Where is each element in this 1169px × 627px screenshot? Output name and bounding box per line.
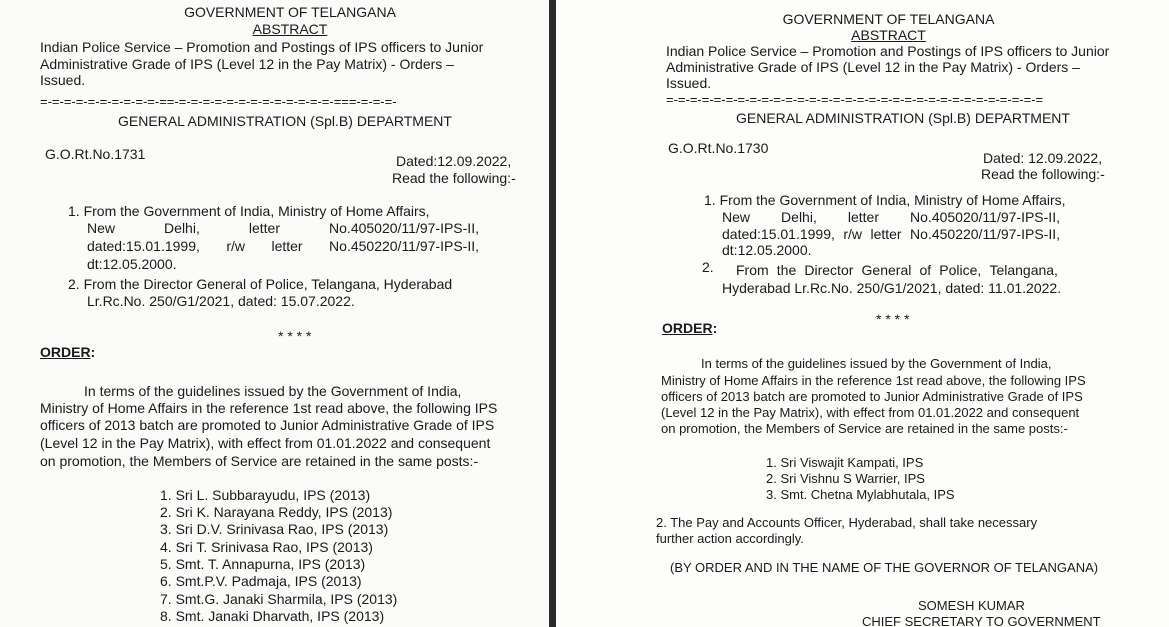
- order-heading: [40, 344, 95, 360]
- ref-word: No.450220/11/97-IPS-II,: [910, 226, 1060, 242]
- department-heading: GENERAL ADMINISTRATION (Spl.B) DEPARTMENT: [118, 113, 452, 129]
- ref-word: r/w: [843, 226, 863, 242]
- reference-1-line-4: dt:12.05.2000.: [87, 256, 177, 272]
- read-following: Read the following:-: [392, 170, 516, 186]
- order-para-line-2: Ministry of Home Affairs in the reference 1st read above, the following IPS: [661, 373, 1086, 388]
- ref-word: letter: [870, 226, 902, 242]
- go-number: G.O.Rt.No.1731: [45, 146, 146, 162]
- order-para-line-1: In terms of the guidelines issued by the Government of India,: [84, 383, 462, 399]
- officer-list-item: 6. Smt.P.V. Padmaja, IPS (2013): [160, 573, 362, 589]
- abstract-heading: ABSTRACT: [851, 27, 926, 43]
- separator-line: =-=-=-=-=-=-=-=-=-=-=-=-=-=-=-=-=-=-=-=-=-=-=-=-=-=-=-=-=-=-=-=: [666, 92, 1044, 107]
- reference-1-line-2: [722, 209, 1060, 225]
- reference-2-line-1: 2. From the Director General of Police, Telangana, Hyderabad: [68, 276, 453, 292]
- ref-word: Police,: [939, 262, 982, 278]
- subject-line-1: Indian Police Service – Promotion and Postings of IPS officers to Junior: [40, 39, 484, 55]
- reference-2-line-2: Lr.Rc.No. 250/G1/2021, dated: 15.07.2022.: [87, 293, 355, 309]
- subject-line-3: Issued.: [40, 72, 86, 88]
- right-document-page: [556, 0, 1169, 627]
- order-para-line-5: on promotion, the Members of Service are retained in the same posts:-: [661, 421, 1068, 436]
- officer-list-item: 7. Smt.G. Janaki Sharmila, IPS (2013): [160, 591, 398, 607]
- ref-word: dated:15.01.1999,: [722, 226, 835, 242]
- abstract-heading: ABSTRACT: [252, 21, 328, 37]
- ref-word: No.405020/11/97-IPS-II,: [329, 220, 479, 236]
- signatory-name: SOMESH KUMAR: [918, 598, 1025, 613]
- reference-1-line-4: dt:12.05.2000.: [722, 242, 812, 258]
- ref-word: the: [776, 262, 797, 278]
- order-para-line-3: officers of 2013 batch are promoted to Junior Administrative Grade of IPS: [40, 417, 495, 433]
- para2-line-2: further action accordingly.: [656, 531, 804, 546]
- order-colon: :: [712, 320, 718, 336]
- order-label: ORDER: [662, 320, 713, 336]
- ref-word: Director: [804, 262, 854, 278]
- read-following: Read the following:-: [981, 166, 1105, 182]
- order-label: ORDER: [40, 344, 91, 360]
- order-para-line-4: (Level 12 in the Pay Matrix), with effect from 01.01.2022 and consequent: [661, 405, 1080, 420]
- govt-heading: GOVERNMENT OF TELANGANA: [782, 11, 995, 27]
- ref-word: Telangana,: [989, 262, 1058, 278]
- order-para-line-1: In terms of the guidelines issued by the Government of India,: [701, 356, 1052, 371]
- ref-word: New: [87, 220, 116, 236]
- go-date: Dated:12.09.2022,: [396, 153, 512, 169]
- ref-word: letter: [847, 209, 879, 225]
- reference-2-number: 2.: [702, 259, 714, 275]
- subject-line-3: Issued.: [666, 75, 712, 91]
- ref-word: Delhi,: [781, 209, 817, 225]
- order-para-line-2: Ministry of Home Affairs in the reference 1st read above, the following IPS: [40, 400, 498, 416]
- para2-line-1: 2. The Pay and Accounts Officer, Hyderabad, shall take necessary: [656, 515, 1038, 530]
- ref-word: No.450220/11/97-IPS-II,: [329, 238, 479, 254]
- officer-list-item: 2. Sri Vishnu S Warrier, IPS: [766, 471, 925, 486]
- go-number: G.O.Rt.No.1730: [668, 140, 769, 156]
- reference-1-line-3: [87, 238, 479, 254]
- stars-divider: * * * *: [876, 311, 910, 327]
- ref-word: From: [736, 262, 769, 278]
- order-para-line-5: on promotion, the Members of Service are retained in the same posts:-: [40, 453, 479, 469]
- signatory-designation: CHIEF SECRETARY TO GOVERNMENT: [862, 614, 1101, 627]
- ref-word: General: [861, 262, 912, 278]
- subject-line-1: Indian Police Service – Promotion and Postings of IPS officers to Junior: [666, 43, 1110, 59]
- officer-list-item: 2. Sri K. Narayana Reddy, IPS (2013): [160, 504, 393, 520]
- order-colon: :: [90, 344, 96, 360]
- order-para-line-4: (Level 12 in the Pay Matrix), with effect from 01.01.2022 and consequent: [40, 435, 491, 451]
- stars-divider: * * * *: [278, 328, 312, 344]
- page-divider: [549, 0, 556, 627]
- reference-2-line-2: Hyderabad Lr.Rc.No. 250/G1/2021, dated: 11.01.2022.: [722, 280, 1062, 296]
- ref-word: No.405020/11/97-IPS-II,: [910, 209, 1060, 225]
- subject-line-2: Administrative Grade of IPS (Level 12 in the Pay Matrix) - Orders –: [666, 59, 1080, 75]
- order-heading: [662, 320, 717, 336]
- by-order-line: (BY ORDER AND IN THE NAME OF THE GOVERNOR OF TELANGANA): [670, 560, 1099, 575]
- ref-word: dated:15.01.1999,: [87, 238, 200, 254]
- officer-list-item: 4. Sri T. Srinivasa Rao, IPS (2013): [160, 539, 373, 555]
- reference-1-line-2: [87, 220, 479, 236]
- ref-word: New: [722, 209, 751, 225]
- officer-list-item: 1. Sri Viswajit Kampati, IPS: [766, 455, 924, 470]
- left-document-page: [0, 0, 549, 627]
- reference-1-line-1: 1. From the Government of India, Ministry of Home Affairs,: [704, 192, 1066, 208]
- ref-word: Delhi,: [164, 220, 200, 236]
- officer-list-item: 1. Sri L. Subbarayudu, IPS (2013): [160, 487, 371, 503]
- officer-list-item: 3. Smt. Chetna Mylabhutala, IPS: [766, 487, 955, 502]
- reference-1-line-1: 1. From the Government of India, Ministry of Home Affairs,: [68, 203, 430, 219]
- govt-heading: GOVERNMENT OF TELANGANA: [184, 4, 396, 20]
- go-date: Dated: 12.09.2022,: [983, 150, 1103, 166]
- ref-word: letter: [248, 220, 280, 236]
- ref-word: letter: [271, 238, 303, 254]
- officer-list-item: 8. Smt. Janaki Dharvath, IPS (2013): [160, 608, 385, 624]
- officer-list-item: 3. Sri D.V. Srinivasa Rao, IPS (2013): [160, 521, 389, 537]
- department-heading: GENERAL ADMINISTRATION (Spl.B) DEPARTMENT: [736, 110, 1070, 126]
- reference-1-line-3: [722, 226, 1060, 242]
- ref-word: of: [919, 262, 932, 278]
- subject-line-2: Administrative Grade of IPS (Level 12 in the Pay Matrix) - Orders –: [40, 56, 454, 72]
- officer-list-item: 5. Smt. T. Annapurna, IPS (2013): [160, 556, 366, 572]
- reference-2-line-1: [736, 262, 1058, 278]
- ref-word: r/w: [226, 238, 246, 254]
- order-para-line-3: officers of 2013 batch are promoted to Junior Administrative Grade of IPS: [661, 389, 1083, 404]
- separator-line: =-=-=-=-=-=-=-=-=-=-==-=-=-=-=-=-=-=-=-=-=-=-=-=-===-=-=-=-: [40, 94, 397, 109]
